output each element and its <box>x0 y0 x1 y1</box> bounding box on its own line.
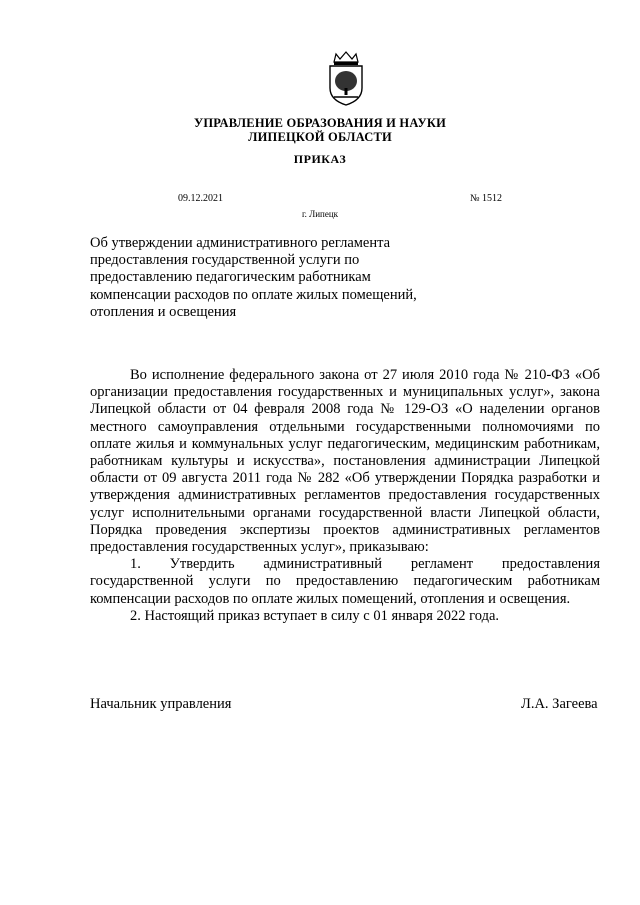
coat-of-arms-icon <box>322 50 370 106</box>
signatory-title: Начальник управления <box>90 696 232 712</box>
document-number: № 1512 <box>470 193 503 204</box>
signatory-name: Л.А. Загеева <box>521 696 598 712</box>
document-city: г. Липецк <box>301 209 339 219</box>
document-body <box>90 367 600 625</box>
organization-name-line2: ЛИПЕЦКОЙ ОБЛАСТИ <box>248 130 392 144</box>
document-type: ПРИКАЗ <box>293 152 347 166</box>
preamble-paragraph: Во исполнение федерального закона от 27 июля 2010 года № 210-ФЗ «Об организации предоставления государственных и муниципальных услуг», закона Липецкой области от 04 февраля 2008 года № 129-ОЗ «О наделении органов местного самоуправления отдельными государственными полномочиями по оплате жилья и коммунальных услуг педагогическим, медицинским работникам, работникам культуры и искусства», постановления администрации Липецкой области от 09 августа 2011 года № 282 «Об утверждении Порядка разработки и утверждения административных регламентов предоставления государственных услуг исполнительными органами государственной власти Липецкой области, Порядка проведения экспертизы проектов административных регламентов предоставления государственных услуг», приказываю: <box>90 367 600 556</box>
order-item-1: 1. Утвердить административный регламент предоставления государственной услуги по предоставлению педагогическим работникам компенсации расходов по оплате жилых помещений, отопления и освещения. <box>90 556 600 607</box>
organization-name <box>0 116 640 144</box>
organization-name-line1: УПРАВЛЕНИЕ ОБРАЗОВАНИЯ И НАУКИ <box>193 116 447 130</box>
document-subject: Об утверждении административного регламента предоставления государственной услуги по предоставлению педагогическим работникам компенсации расходов по оплате жилых помещений, отопления и освещения <box>90 235 417 320</box>
document-date: 09.12.2021 <box>178 193 223 204</box>
order-item-2: 2. Настоящий приказ вступает в силу с 01 января 2022 года. <box>130 607 500 624</box>
